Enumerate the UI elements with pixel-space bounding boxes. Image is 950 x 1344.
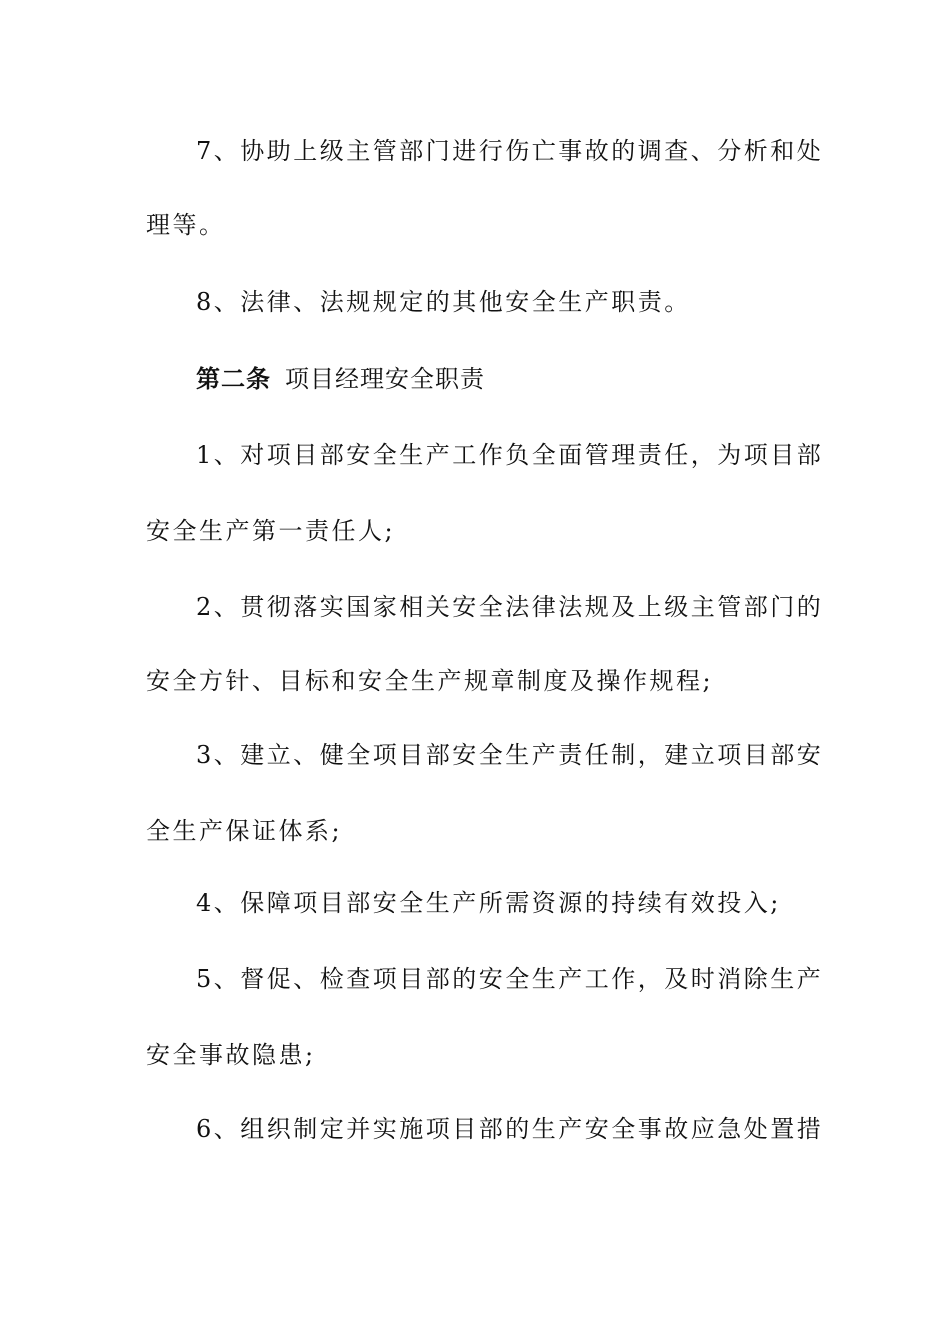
- paragraph-line: 理等。: [146, 211, 226, 239]
- paragraph-line: 1、对项目部安全生产工作负全面管理责任，为项目部: [196, 441, 824, 469]
- paragraph-line: 7、协助上级主管部门进行伤亡事故的调查、分析和处: [196, 137, 824, 165]
- article-number: 第二条: [196, 364, 271, 393]
- article-title: 项目经理安全职责: [285, 365, 485, 393]
- paragraph-line: 5、督促、检查项目部的安全生产工作，及时消除生产: [196, 965, 824, 993]
- paragraph-line: 3、建立、健全项目部安全生产责任制，建立项目部安: [196, 741, 824, 769]
- paragraph-line: 6、组织制定并实施项目部的生产安全事故应急处置措: [196, 1115, 824, 1143]
- paragraph-line: 8、法律、法规规定的其他安全生产职责。: [196, 288, 691, 316]
- paragraph-line: 安全事故隐患;: [146, 1041, 316, 1069]
- paragraph-line: 安全生产第一责任人;: [146, 517, 396, 545]
- paragraph-line: 安全方针、目标和安全生产规章制度及操作规程;: [146, 667, 714, 695]
- paragraph-line: 2、贯彻落实国家相关安全法律法规及上级主管部门的: [196, 593, 824, 621]
- paragraph-line: 全生产保证体系;: [146, 817, 343, 845]
- paragraph-line: 4、保障项目部安全生产所需资源的持续有效投入;: [196, 889, 781, 917]
- article-heading: [0, 359, 950, 399]
